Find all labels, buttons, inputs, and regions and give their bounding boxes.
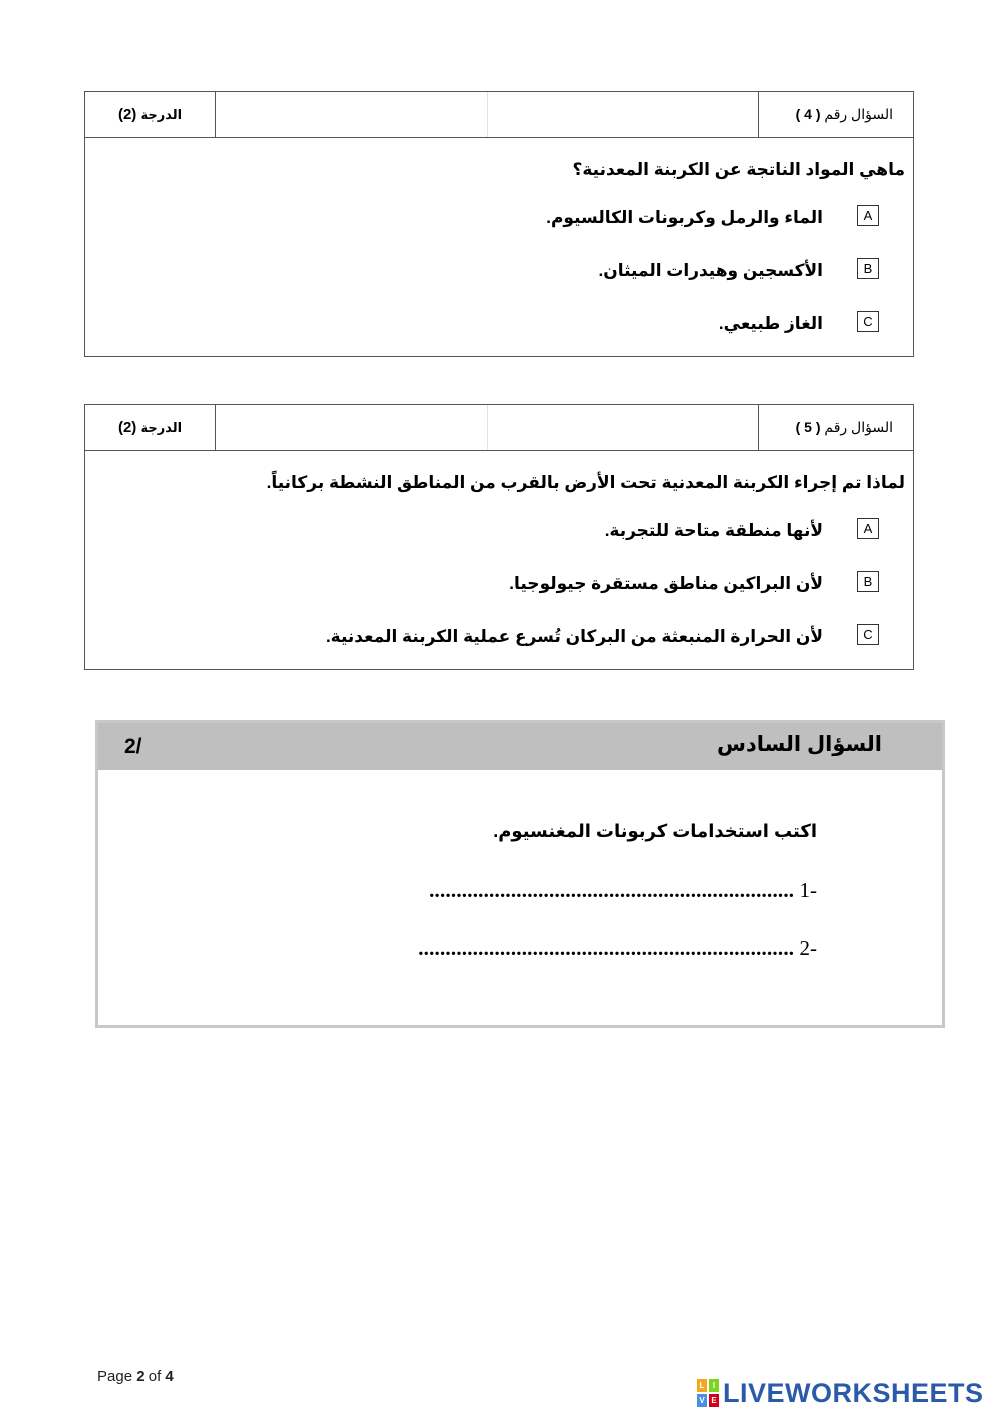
question-6-header	[98, 723, 942, 770]
option-text: لأن الحرارة المنبعثة من البركان تُسرع عملية الكربنة المعدنية.	[325, 627, 823, 646]
question-number-label: السؤال رقم	[824, 106, 893, 122]
answer-line-dots[interactable]: .....................................................................	[418, 936, 795, 960]
question-5-stem: لماذا تم إجراء الكربنة المعدنية تحت الأرض بالقرب من المناطق النشطة بركانياً.	[266, 473, 905, 492]
option-text: الأكسجين وهيدرات الميثان.	[598, 261, 823, 280]
question-4-option-c[interactable]	[179, 311, 879, 337]
question-5-header	[85, 405, 913, 451]
page-indicator	[97, 1368, 174, 1385]
question-4-grade	[85, 92, 216, 137]
answer-line-dots[interactable]: ...................................................................	[429, 878, 795, 902]
question-4-box	[84, 91, 914, 357]
question-5-box	[84, 404, 914, 670]
question-6-prompt: اكتب استخدامات كربونات المغنسيوم.	[493, 821, 817, 841]
grade-label: الدرجة	[140, 420, 183, 435]
question-number-value: ( 4 )	[795, 106, 821, 122]
answer-line-number: -1	[799, 878, 817, 902]
question-6-score: 2/	[124, 735, 142, 758]
total-pages: 4	[165, 1368, 174, 1385]
option-text: لأنها منطقة متاحة للتجربة.	[604, 521, 823, 540]
of-word: of	[148, 1368, 162, 1385]
question-6-box	[95, 720, 945, 1028]
option-letter-box[interactable]: A	[857, 518, 879, 539]
page-word: Page	[97, 1368, 133, 1385]
question-4-number	[758, 92, 913, 137]
question-number-value: ( 5 )	[795, 419, 821, 435]
question-4-option-a[interactable]	[179, 205, 879, 231]
grade-label: الدرجة	[140, 107, 183, 122]
option-text: الماء والرمل وكربونات الكالسيوم.	[546, 208, 823, 227]
question-number-label: السؤال رقم	[824, 419, 893, 435]
grade-value: (2)	[117, 419, 137, 436]
question-4-header	[85, 92, 913, 138]
option-letter-box[interactable]: C	[857, 624, 879, 645]
question-5-option-a[interactable]	[179, 518, 879, 544]
option-text: الغاز طبيعي.	[718, 314, 823, 333]
logo-text: LIVEWORKSHEETS	[723, 1377, 984, 1408]
logo-mark-letter: I	[709, 1379, 719, 1392]
question-4-stem: ماهي المواد الناتجة عن الكربنة المعدنية؟	[572, 160, 905, 179]
option-letter-box[interactable]: B	[857, 571, 879, 592]
option-letter-box[interactable]: B	[857, 258, 879, 279]
option-letter-box[interactable]: A	[857, 205, 879, 226]
question-5-option-c[interactable]	[179, 624, 879, 650]
question-5-grade	[85, 405, 216, 450]
current-page: 2	[136, 1368, 145, 1385]
question-6-title: السؤال السادس	[717, 733, 882, 756]
option-letter-box[interactable]: C	[857, 311, 879, 332]
answer-line-2[interactable]	[418, 936, 817, 961]
logo-mark-icon	[697, 1379, 719, 1407]
logo-mark-letter: L	[697, 1379, 707, 1392]
logo-mark-letter: E	[709, 1394, 719, 1407]
answer-line-number: -2	[799, 936, 817, 960]
answer-line-1[interactable]	[429, 878, 817, 903]
grade-value: (2)	[117, 106, 137, 123]
question-5-number	[758, 405, 913, 450]
option-text: لأن البراكين مناطق مستقرة جيولوجيا.	[509, 574, 823, 593]
header-divider	[487, 92, 488, 137]
question-4-option-b[interactable]	[179, 258, 879, 284]
header-divider	[487, 405, 488, 450]
question-5-option-b[interactable]	[179, 571, 879, 597]
logo-mark-letter: V	[697, 1394, 707, 1407]
liveworksheets-logo[interactable]	[697, 1378, 984, 1408]
